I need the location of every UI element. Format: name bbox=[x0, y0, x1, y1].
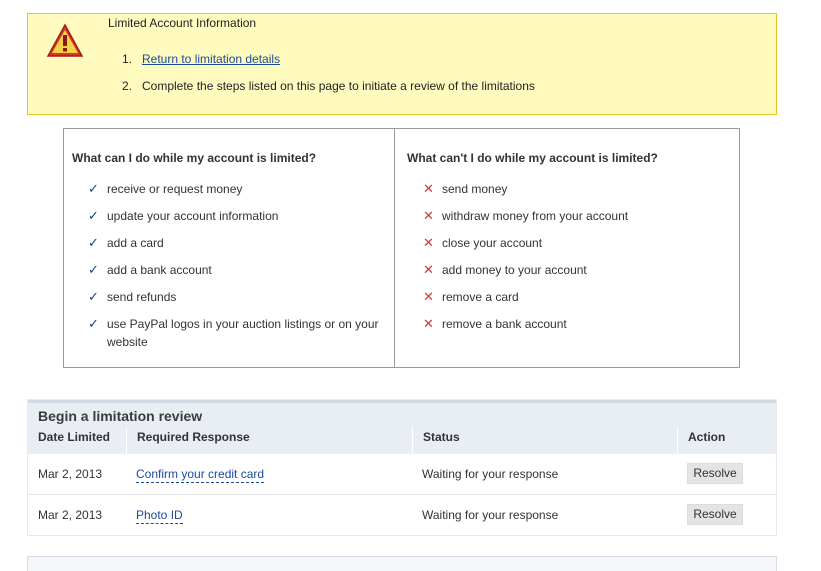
alert-title: Limited Account Information bbox=[108, 16, 257, 30]
list-item: ✕ remove a card bbox=[423, 289, 519, 304]
column-divider bbox=[126, 427, 127, 454]
column-divider bbox=[412, 427, 413, 454]
confirm-credit-card-link[interactable]: Confirm your credit card bbox=[136, 467, 265, 481]
checkmark-icon: ✓ bbox=[88, 262, 99, 277]
checkmark-icon: ✓ bbox=[88, 208, 99, 223]
next-panel-edge bbox=[27, 556, 777, 571]
cannot-do-heading: What can't I do while my account is limited? bbox=[407, 151, 658, 165]
can-do-heading: What can I do while my account is limited? bbox=[72, 151, 317, 165]
list-item: ✓ send refunds bbox=[88, 289, 177, 304]
can-do-column bbox=[64, 129, 395, 367]
review-title: Begin a limitation review bbox=[38, 408, 203, 424]
cross-icon: ✕ bbox=[423, 208, 434, 223]
table-row bbox=[28, 454, 776, 495]
cross-icon: ✕ bbox=[423, 181, 434, 196]
limited-account-alert bbox=[27, 13, 777, 115]
column-header-action: Action bbox=[688, 430, 726, 444]
cross-icon: ✕ bbox=[423, 235, 434, 250]
list-item: ✕ add money to your account bbox=[423, 262, 587, 277]
alert-step: 1. Return to limitation details bbox=[122, 52, 535, 79]
resolve-button[interactable]: Resolve bbox=[687, 463, 743, 484]
status-cell: Waiting for your response bbox=[422, 467, 559, 481]
cross-icon: ✕ bbox=[423, 289, 434, 304]
list-item: ✓ update your account information bbox=[88, 208, 279, 223]
photo-id-link[interactable]: Photo ID bbox=[136, 508, 183, 522]
cannot-do-column bbox=[395, 129, 739, 367]
list-item: ✕ withdraw money from your account bbox=[423, 208, 629, 223]
table-row bbox=[28, 495, 776, 536]
cross-icon: ✕ bbox=[423, 262, 434, 277]
list-item: ✕ remove a bank account bbox=[423, 316, 567, 331]
resolve-button[interactable]: Resolve bbox=[687, 504, 743, 525]
checkmark-icon: ✓ bbox=[88, 235, 99, 250]
review-header bbox=[28, 400, 776, 454]
return-to-limitation-details-link[interactable]: Return to limitation details bbox=[142, 52, 281, 66]
checkmark-icon: ✓ bbox=[88, 289, 99, 304]
column-header-date: Date Limited bbox=[38, 430, 111, 444]
list-item: ✓ receive or request money bbox=[88, 181, 243, 196]
warning-triangle-icon bbox=[46, 23, 84, 59]
alert-step-text: Complete the steps listed on this page to initiate a review of the limitations bbox=[142, 79, 535, 93]
checkmark-icon: ✓ bbox=[88, 181, 99, 196]
alert-steps-list bbox=[122, 52, 535, 106]
cannot-do-list bbox=[423, 180, 723, 342]
column-header-status: Status bbox=[423, 430, 460, 444]
status-cell: Waiting for your response bbox=[422, 508, 559, 522]
list-item: ✓ add a bank account bbox=[88, 262, 212, 277]
account-capabilities-box bbox=[63, 128, 740, 368]
cross-icon: ✕ bbox=[423, 316, 434, 331]
list-item: ✓ use PayPal logos in your auction listings or on your website bbox=[88, 316, 379, 349]
column-divider bbox=[677, 427, 678, 454]
alert-step: 2. Complete the steps listed on this page to initiate a review of the limitations bbox=[122, 79, 535, 106]
checkmark-icon: ✓ bbox=[88, 316, 99, 331]
list-item: ✕ close your account bbox=[423, 235, 543, 250]
column-header-response: Required Response bbox=[137, 430, 250, 444]
can-do-list bbox=[88, 180, 388, 351]
date-limited-cell: Mar 2, 2013 bbox=[38, 467, 103, 481]
list-item: ✓ add a card bbox=[88, 235, 164, 250]
limitation-review-panel bbox=[27, 399, 777, 536]
date-limited-cell: Mar 2, 2013 bbox=[38, 508, 103, 522]
list-item: ✕ send money bbox=[423, 181, 508, 196]
